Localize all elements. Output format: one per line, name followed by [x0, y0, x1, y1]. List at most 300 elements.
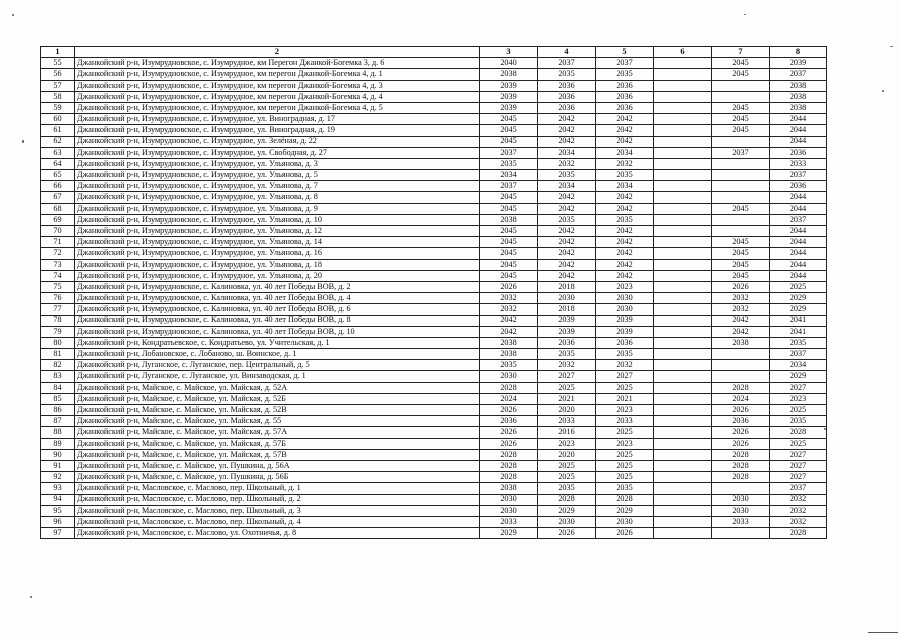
- row-number-cell: 73: [41, 259, 75, 270]
- year-cell: 2028: [770, 528, 827, 539]
- year-cell: 2044: [770, 136, 827, 147]
- year-cell: [654, 102, 712, 113]
- scan-speck: [744, 14, 746, 15]
- year-cell: 2042: [596, 259, 654, 270]
- year-cell: 2037: [770, 483, 827, 494]
- year-cell: 2045: [712, 125, 770, 136]
- year-cell: 2037: [596, 58, 654, 69]
- address-cell: Джанкойский р-н, Изумрудновское, с. Изумрудное, ул. Ульянова, д. 10: [75, 214, 480, 225]
- year-cell: [654, 516, 712, 527]
- year-cell: 2027: [770, 460, 827, 471]
- year-cell: 2045: [712, 114, 770, 125]
- year-cell: 2030: [538, 516, 596, 527]
- year-cell: [654, 438, 712, 449]
- address-cell: Джанкойский р-н, Изумрудновское, с. Калиновка, ул. 40 лет Победы ВОВ, д. 4: [75, 293, 480, 304]
- housing-schedule-table: [40, 46, 827, 539]
- address-cell: Джанкойский р-н, Изумрудновское, с. Изумрудное, км перегон Джанкой-Богемка 4, д. 4: [75, 91, 480, 102]
- row-number-cell: 83: [41, 371, 75, 382]
- row-number-cell: 68: [41, 203, 75, 214]
- table-row: [41, 91, 827, 102]
- year-cell: 2023: [770, 393, 827, 404]
- address-cell: Джанкойский р-н, Майское, с. Майское, ул. Пушкина, д. 56А: [75, 460, 480, 471]
- year-cell: 2045: [480, 226, 538, 237]
- year-cell: 2045: [480, 192, 538, 203]
- year-cell: 2037: [770, 69, 827, 80]
- row-number-cell: 82: [41, 360, 75, 371]
- column-header: 6: [654, 47, 712, 58]
- row-number-cell: 96: [41, 516, 75, 527]
- row-number-cell: 70: [41, 226, 75, 237]
- year-cell: 2035: [770, 337, 827, 348]
- year-cell: 2026: [480, 427, 538, 438]
- row-number-cell: 75: [41, 281, 75, 292]
- table-row: [41, 326, 827, 337]
- year-cell: 2038: [770, 80, 827, 91]
- year-cell: 2027: [538, 371, 596, 382]
- year-cell: 2036: [538, 80, 596, 91]
- table-row: [41, 114, 827, 125]
- year-cell: [654, 483, 712, 494]
- table-header-row: [41, 47, 827, 58]
- year-cell: 2026: [480, 438, 538, 449]
- year-cell: 2035: [480, 360, 538, 371]
- table-row: [41, 382, 827, 393]
- row-number-cell: 94: [41, 494, 75, 505]
- row-number-cell: 79: [41, 326, 75, 337]
- year-cell: [654, 58, 712, 69]
- address-cell: Джанкойский р-н, Майское, с. Майское, ул. Майская, д. 55: [75, 416, 480, 427]
- table-row: [41, 170, 827, 181]
- year-cell: 2044: [770, 203, 827, 214]
- row-number-cell: 76: [41, 293, 75, 304]
- year-cell: 2035: [538, 349, 596, 360]
- year-cell: [712, 80, 770, 91]
- year-cell: 2045: [712, 237, 770, 248]
- year-cell: 2042: [538, 259, 596, 270]
- year-cell: 2035: [538, 214, 596, 225]
- scan-speck: [890, 46, 893, 47]
- year-cell: 2034: [596, 181, 654, 192]
- row-number-cell: 59: [41, 102, 75, 113]
- year-cell: 2032: [538, 360, 596, 371]
- table-row: [41, 136, 827, 147]
- year-cell: [712, 528, 770, 539]
- row-number-cell: 91: [41, 460, 75, 471]
- table-row: [41, 405, 827, 416]
- year-cell: 2027: [770, 382, 827, 393]
- table-row: [41, 102, 827, 113]
- year-cell: 2032: [596, 360, 654, 371]
- table-row: [41, 226, 827, 237]
- year-cell: 2026: [712, 427, 770, 438]
- year-cell: [712, 170, 770, 181]
- year-cell: 2045: [712, 259, 770, 270]
- year-cell: 2045: [480, 237, 538, 248]
- year-cell: 2029: [538, 505, 596, 516]
- year-cell: 2021: [596, 393, 654, 404]
- table-row: [41, 192, 827, 203]
- year-cell: [654, 170, 712, 181]
- address-cell: Джанкойский р-н, Изумрудновское, с. Изумрудное, км перегон Джанкой-Богемка 4, д. 3: [75, 80, 480, 91]
- year-cell: 2042: [596, 248, 654, 259]
- address-cell: Джанкойский р-н, Изумрудновское, с. Калиновка, ул. 40 лет Победы ВОВ, д. 2: [75, 281, 480, 292]
- table-row: [41, 69, 827, 80]
- year-cell: 2026: [596, 528, 654, 539]
- row-number-cell: 57: [41, 80, 75, 91]
- year-cell: 2028: [712, 460, 770, 471]
- year-cell: 2035: [596, 69, 654, 80]
- address-cell: Джанкойский р-н, Изумрудновское, с. Изумрудное, ул. Ульянова, д. 12: [75, 226, 480, 237]
- table-row: [41, 203, 827, 214]
- year-cell: 2042: [596, 136, 654, 147]
- year-cell: 2036: [596, 102, 654, 113]
- row-number-cell: 80: [41, 337, 75, 348]
- year-cell: 2026: [480, 405, 538, 416]
- year-cell: 2023: [596, 405, 654, 416]
- year-cell: 2040: [480, 58, 538, 69]
- address-cell: Джанкойский р-н, Изумрудновское, с. Изумрудное, ул. Ульянова, д. 7: [75, 181, 480, 192]
- row-number-cell: 93: [41, 483, 75, 494]
- year-cell: 2035: [480, 158, 538, 169]
- year-cell: 2030: [596, 516, 654, 527]
- year-cell: [654, 214, 712, 225]
- address-cell: Джанкойский р-н, Изумрудновское, с. Изумрудное, км перегон Джанкой-Богемка 4, д. 5: [75, 102, 480, 113]
- year-cell: 2030: [538, 293, 596, 304]
- year-cell: 2042: [596, 192, 654, 203]
- year-cell: 2045: [712, 270, 770, 281]
- year-cell: [654, 114, 712, 125]
- row-number-cell: 56: [41, 69, 75, 80]
- year-cell: [654, 147, 712, 158]
- row-number-cell: 65: [41, 170, 75, 181]
- year-cell: [654, 91, 712, 102]
- row-number-cell: 90: [41, 449, 75, 460]
- year-cell: 2034: [538, 147, 596, 158]
- year-cell: 2041: [770, 326, 827, 337]
- table-row: [41, 349, 827, 360]
- year-cell: 2033: [596, 416, 654, 427]
- year-cell: 2028: [712, 449, 770, 460]
- year-cell: 2030: [712, 505, 770, 516]
- year-cell: 2033: [480, 516, 538, 527]
- year-cell: 2032: [538, 158, 596, 169]
- year-cell: 2036: [538, 337, 596, 348]
- year-cell: 2018: [538, 281, 596, 292]
- row-number-cell: 84: [41, 382, 75, 393]
- column-header: 7: [712, 47, 770, 58]
- scan-speck: [882, 90, 884, 92]
- year-cell: 2042: [538, 125, 596, 136]
- table-row: [41, 214, 827, 225]
- address-cell: Джанкойский р-н, Изумрудновское, с. Изумрудное, ул. Ульянова, д. 8: [75, 192, 480, 203]
- row-number-cell: 61: [41, 125, 75, 136]
- table-row: [41, 293, 827, 304]
- year-cell: [654, 472, 712, 483]
- address-cell: Джанкойский р-н, Лобановское, с. Лобаново, ш. Воинское, д. 1: [75, 349, 480, 360]
- year-cell: 2044: [770, 270, 827, 281]
- year-cell: [654, 427, 712, 438]
- year-cell: 2035: [538, 483, 596, 494]
- table-row: [41, 315, 827, 326]
- table-row: [41, 393, 827, 404]
- table-row: [41, 147, 827, 158]
- row-number-cell: 89: [41, 438, 75, 449]
- column-header: 1: [41, 47, 75, 58]
- year-cell: 2042: [480, 315, 538, 326]
- address-cell: Джанкойский р-н, Изумрудновское, с. Изумрудное, ул. Ульянова, д. 14: [75, 237, 480, 248]
- year-cell: 2044: [770, 125, 827, 136]
- year-cell: 2030: [480, 494, 538, 505]
- row-number-cell: 62: [41, 136, 75, 147]
- year-cell: 2036: [538, 91, 596, 102]
- year-cell: [654, 80, 712, 91]
- year-cell: 2036: [770, 147, 827, 158]
- row-number-cell: 58: [41, 91, 75, 102]
- year-cell: 2026: [712, 281, 770, 292]
- year-cell: 2044: [770, 114, 827, 125]
- year-cell: [654, 393, 712, 404]
- address-cell: Джанкойский р-н, Изумрудновское, с. Изумрудное, км перегон Джанкой-Богемка 4, д. 1: [75, 69, 480, 80]
- year-cell: 2042: [596, 270, 654, 281]
- year-cell: 2039: [480, 91, 538, 102]
- row-number-cell: 74: [41, 270, 75, 281]
- year-cell: 2023: [538, 438, 596, 449]
- year-cell: 2028: [596, 494, 654, 505]
- year-cell: 2042: [596, 114, 654, 125]
- row-number-cell: 86: [41, 405, 75, 416]
- year-cell: 2024: [712, 393, 770, 404]
- year-cell: 2036: [480, 416, 538, 427]
- year-cell: 2030: [480, 505, 538, 516]
- year-cell: [712, 483, 770, 494]
- table-row: [41, 304, 827, 315]
- table-body: [41, 58, 827, 539]
- address-cell: Джанкойский р-н, Изумрудновское, с. Изумрудное, км Перегон Джанкой-Богемка 3, д. 6: [75, 58, 480, 69]
- year-cell: 2025: [596, 382, 654, 393]
- year-cell: [654, 382, 712, 393]
- table-row: [41, 360, 827, 371]
- year-cell: 2042: [712, 315, 770, 326]
- year-cell: [654, 304, 712, 315]
- year-cell: 2028: [480, 472, 538, 483]
- year-cell: 2045: [480, 248, 538, 259]
- year-cell: [654, 136, 712, 147]
- year-cell: [654, 405, 712, 416]
- year-cell: 2032: [770, 505, 827, 516]
- year-cell: 2036: [712, 416, 770, 427]
- year-cell: 2025: [538, 460, 596, 471]
- year-cell: 2026: [480, 281, 538, 292]
- scan-speck: [824, 428, 826, 430]
- year-cell: [654, 125, 712, 136]
- year-cell: 2025: [770, 281, 827, 292]
- address-cell: Джанкойский р-н, Майское, с. Майское, ул. Майская, д. 52А: [75, 382, 480, 393]
- year-cell: 2032: [712, 293, 770, 304]
- address-cell: Джанкойский р-н, Майское, с. Майское, ул. Пушкина, д. 56Б: [75, 472, 480, 483]
- year-cell: 2042: [596, 203, 654, 214]
- row-number-cell: 60: [41, 114, 75, 125]
- address-cell: Джанкойский р-н, Луганское, с. Луганское, пер. Центральный, д. 5: [75, 360, 480, 371]
- address-cell: Джанкойский р-н, Изумрудновское, с. Изумрудное, ул. Ульянова, д. 20: [75, 270, 480, 281]
- address-cell: Джанкойский р-н, Масловское, с. Маслово, пер. Школьный, д. 4: [75, 516, 480, 527]
- column-header: 4: [538, 47, 596, 58]
- year-cell: [654, 349, 712, 360]
- year-cell: [712, 349, 770, 360]
- year-cell: 2044: [770, 237, 827, 248]
- row-number-cell: 95: [41, 505, 75, 516]
- year-cell: 2021: [538, 393, 596, 404]
- address-cell: Джанкойский р-н, Майское, с. Майское, ул. Майская, д. 57В: [75, 449, 480, 460]
- year-cell: 2039: [538, 315, 596, 326]
- year-cell: [712, 158, 770, 169]
- address-cell: Джанкойский р-н, Изумрудновское, с. Изумрудное, ул. Виноградная, д. 19: [75, 125, 480, 136]
- year-cell: [654, 449, 712, 460]
- table-row: [41, 237, 827, 248]
- row-number-cell: 81: [41, 349, 75, 360]
- year-cell: [712, 214, 770, 225]
- year-cell: [654, 494, 712, 505]
- year-cell: [712, 371, 770, 382]
- year-cell: 2045: [712, 203, 770, 214]
- year-cell: 2030: [712, 494, 770, 505]
- year-cell: 2018: [538, 304, 596, 315]
- table-row: [41, 259, 827, 270]
- year-cell: 2033: [770, 158, 827, 169]
- year-cell: 2036: [596, 80, 654, 91]
- year-cell: 2042: [538, 114, 596, 125]
- year-cell: 2026: [712, 438, 770, 449]
- year-cell: [654, 237, 712, 248]
- year-cell: [654, 326, 712, 337]
- year-cell: [654, 315, 712, 326]
- year-cell: 2045: [480, 136, 538, 147]
- year-cell: 2029: [770, 304, 827, 315]
- table-row: [41, 281, 827, 292]
- year-cell: 2025: [596, 449, 654, 460]
- address-cell: Джанкойский р-н, Масловское, с. Маслово, ул. Охотничья, д. 8: [75, 528, 480, 539]
- year-cell: 2020: [538, 449, 596, 460]
- column-header: 8: [770, 47, 827, 58]
- row-number-cell: 77: [41, 304, 75, 315]
- year-cell: 2030: [596, 293, 654, 304]
- address-cell: Джанкойский р-н, Изумрудновское, с. Калиновка, ул. 40 лет Победы ВОВ, д. 10: [75, 326, 480, 337]
- year-cell: [712, 192, 770, 203]
- year-cell: 2032: [596, 158, 654, 169]
- address-cell: Джанкойский р-н, Изумрудновское, с. Изумрудное, ул. Ульянова, д. 3: [75, 158, 480, 169]
- year-cell: 2030: [596, 304, 654, 315]
- year-cell: 2042: [712, 326, 770, 337]
- year-cell: 2038: [480, 349, 538, 360]
- year-cell: 2038: [480, 69, 538, 80]
- year-cell: 2025: [770, 405, 827, 416]
- year-cell: [654, 337, 712, 348]
- year-cell: 2034: [770, 360, 827, 371]
- year-cell: [654, 69, 712, 80]
- year-cell: 2025: [770, 438, 827, 449]
- year-cell: 2042: [538, 237, 596, 248]
- year-cell: 2036: [596, 337, 654, 348]
- year-cell: 2039: [596, 315, 654, 326]
- year-cell: 2029: [770, 293, 827, 304]
- year-cell: 2038: [770, 91, 827, 102]
- year-cell: 2038: [480, 483, 538, 494]
- year-cell: 2026: [538, 528, 596, 539]
- year-cell: 2028: [480, 449, 538, 460]
- table-row: [41, 416, 827, 427]
- year-cell: 2028: [538, 494, 596, 505]
- year-cell: 2029: [596, 505, 654, 516]
- address-cell: Джанкойский р-н, Изумрудновское, с. Калиновка, ул. 40 лет Победы ВОВ, д. 6: [75, 304, 480, 315]
- year-cell: 2034: [480, 170, 538, 181]
- year-cell: [654, 270, 712, 281]
- year-cell: 2042: [596, 226, 654, 237]
- year-cell: [654, 281, 712, 292]
- year-cell: 2045: [480, 114, 538, 125]
- year-cell: 2025: [596, 460, 654, 471]
- address-cell: Джанкойский р-н, Изумрудновское, с. Изумрудное, ул. Свободная, д. 27: [75, 147, 480, 158]
- row-number-cell: 64: [41, 158, 75, 169]
- address-cell: Джанкойский р-н, Масловское, с. Маслово, пер. Школьный, д. 3: [75, 505, 480, 516]
- year-cell: 2025: [538, 382, 596, 393]
- table-row: [41, 449, 827, 460]
- year-cell: 2029: [480, 528, 538, 539]
- year-cell: 2016: [538, 427, 596, 438]
- year-cell: 2044: [770, 248, 827, 259]
- year-cell: [654, 203, 712, 214]
- year-cell: 2042: [596, 125, 654, 136]
- year-cell: 2036: [596, 91, 654, 102]
- year-cell: 2035: [596, 214, 654, 225]
- address-cell: Джанкойский р-н, Масловское, с. Маслово, пер. Школьный, д. 2: [75, 494, 480, 505]
- year-cell: [654, 505, 712, 516]
- address-cell: Джанкойский р-н, Кондратьевское, с. Кондратьево, ул. Учительская, д. 1: [75, 337, 480, 348]
- year-cell: 2036: [770, 181, 827, 192]
- year-cell: 2038: [712, 337, 770, 348]
- year-cell: 2032: [770, 494, 827, 505]
- year-cell: [654, 192, 712, 203]
- year-cell: 2023: [596, 438, 654, 449]
- year-cell: 2028: [712, 382, 770, 393]
- row-number-cell: 97: [41, 528, 75, 539]
- year-cell: 2044: [770, 192, 827, 203]
- year-cell: 2023: [596, 281, 654, 292]
- year-cell: [654, 293, 712, 304]
- table-row: [41, 494, 827, 505]
- table-row: [41, 158, 827, 169]
- year-cell: [654, 371, 712, 382]
- scan-speck: [30, 596, 32, 598]
- address-cell: Джанкойский р-н, Майское, с. Майское, ул. Майская, д. 52В: [75, 405, 480, 416]
- row-number-cell: 87: [41, 416, 75, 427]
- table-row: [41, 181, 827, 192]
- year-cell: 2038: [770, 102, 827, 113]
- year-cell: 2025: [596, 427, 654, 438]
- year-cell: 2035: [596, 170, 654, 181]
- year-cell: 2045: [480, 270, 538, 281]
- address-cell: Джанкойский р-н, Майское, с. Майское, ул. Майская, д. 57Б: [75, 438, 480, 449]
- table-row: [41, 516, 827, 527]
- row-number-cell: 69: [41, 214, 75, 225]
- year-cell: 2042: [538, 248, 596, 259]
- year-cell: 2037: [538, 58, 596, 69]
- year-cell: 2041: [770, 315, 827, 326]
- year-cell: 2029: [770, 371, 827, 382]
- year-cell: [712, 91, 770, 102]
- year-cell: 2042: [538, 192, 596, 203]
- year-cell: [654, 226, 712, 237]
- year-cell: 2042: [538, 136, 596, 147]
- year-cell: 2035: [770, 416, 827, 427]
